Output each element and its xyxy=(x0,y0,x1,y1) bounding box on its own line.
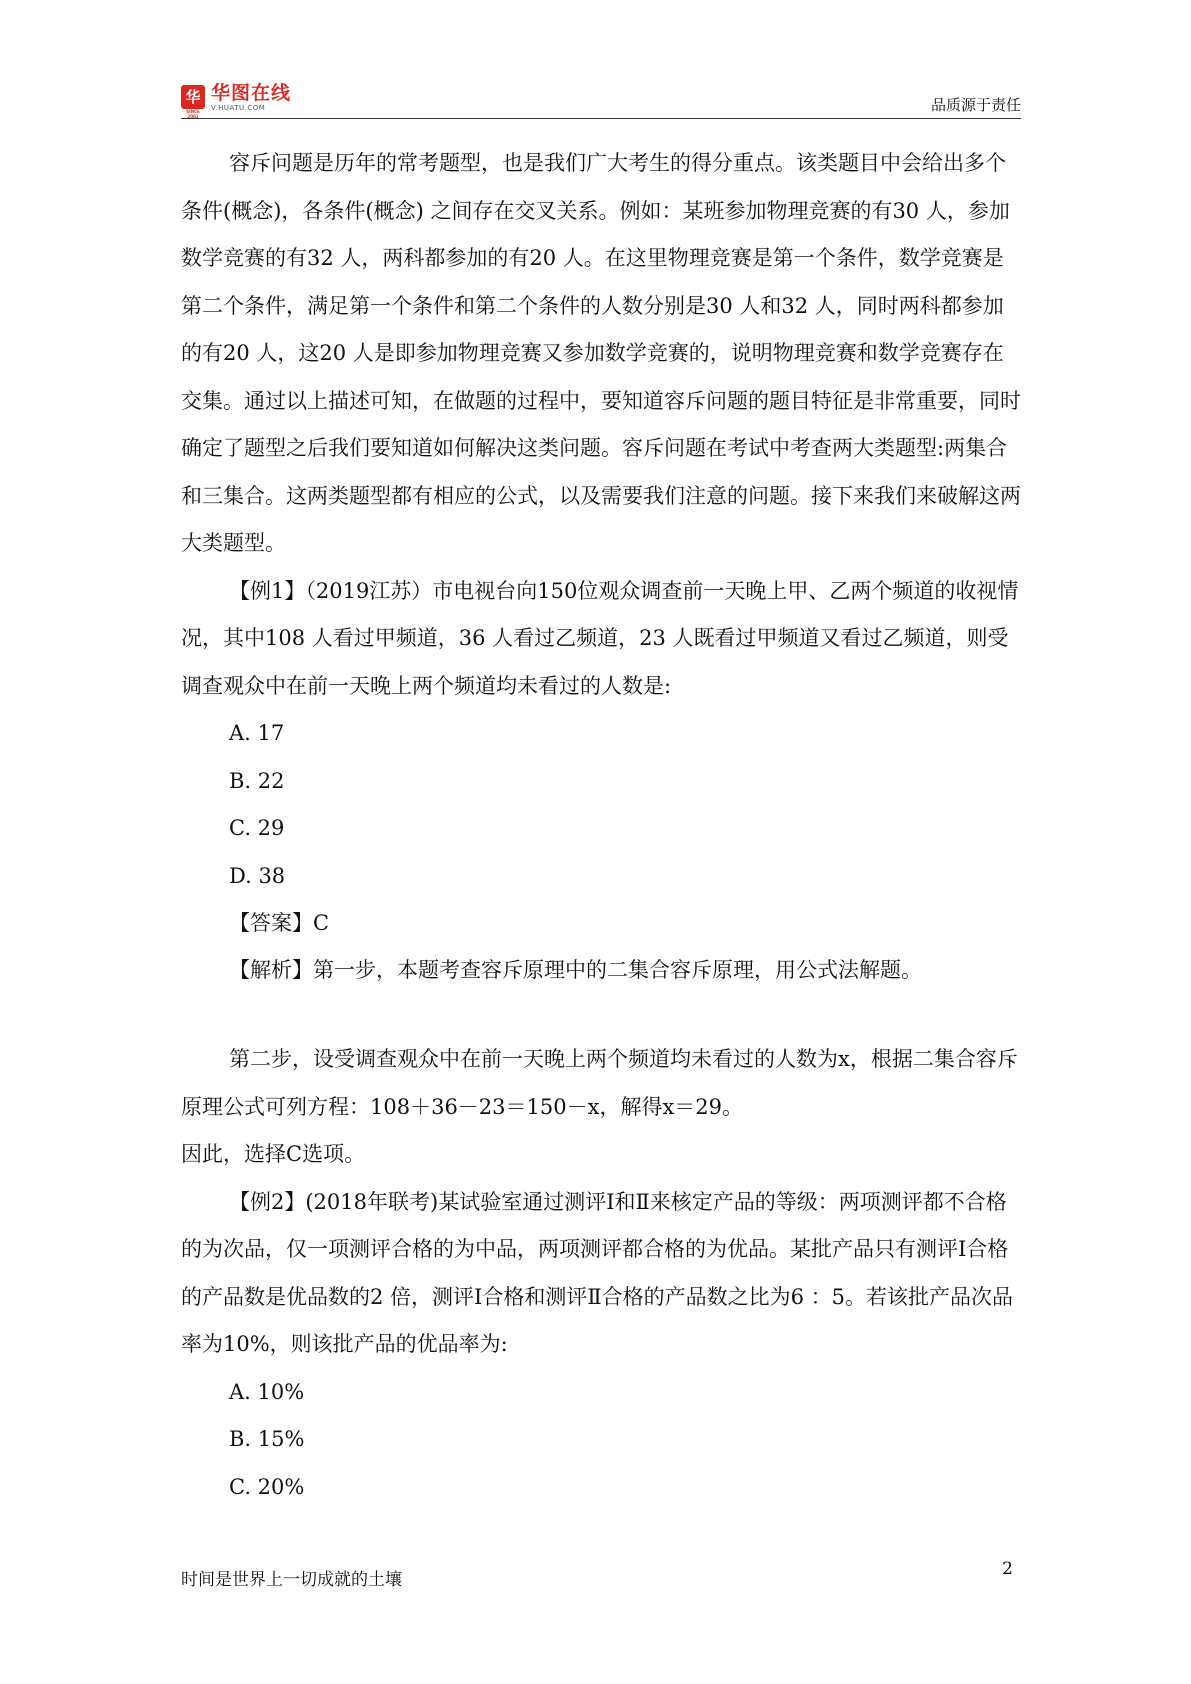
example-1-analysis: 【解析】第一步，本题考查容斥原理中的二集合容斥原理，用公式法解题。 xyxy=(229,958,922,982)
page-footer xyxy=(181,1559,1021,1595)
page-number: 2 xyxy=(1002,1559,1013,1579)
huatu-logo xyxy=(181,82,292,119)
example-2-option-a: A. 10% xyxy=(229,1379,305,1404)
logo-url: V.HUATU.COM xyxy=(211,104,266,112)
example-1-question: 【例1】（2019江苏）市电视台向150位观众调查前一天晚上甲、乙两个频道的收视情况，其中108 人看过甲频道，36 人看过乙频道，23 人既看过甲频道又看过乙频道，则受调查观众中在前一天晚上两个频道均未看过的人数是: xyxy=(181,578,1019,698)
intro-paragraph: 容斥问题是历年的常考题型，也是我们广大考生的得分重点。该类题目中会给出多个条件(概念)，各条件(概念) 之间存在交叉关系。例如：某班参加物理竞赛的有30 人，参加数学竞赛的有32 人，两科都参加的有20 人。在这里物理竞赛是第一个条件，数学竞赛是第二个条件，满足第一个条件和第二个条件的人数分别是30 人和32 人，同时两科都参加的有20 人，这20 人是即参加物理竞赛又参加数学竞赛的，说明物理竞赛和数学竞赛存在交集。通过以上描述可知，在做题的过程中，要知道容斥问题的题目特征是非常重要，同时确定了题型之后我们要知道如何解决这类问题。容斥问题在考试中考查两大类题型:两集合和三集合。这两类题型都有相应的公式，以及需要我们注意的问题。接下来我们来破解这两大类题型。 xyxy=(181,151,1021,555)
document-body xyxy=(181,140,1021,1511)
logo-mark-since: SINCE 2001 xyxy=(186,109,200,119)
example-2-option-c: C. 20% xyxy=(229,1474,305,1499)
example-1-option-a: A. 17 xyxy=(229,721,285,745)
example-1-answer: 【答案】C xyxy=(229,911,330,935)
logo-mark-icon: 华 SINCE 2001 xyxy=(181,85,205,109)
example-1-option-c: C. 29 xyxy=(229,816,285,840)
example-1-conclusion: 因此，选择C选项。 xyxy=(181,1142,366,1166)
spacer xyxy=(181,994,1021,1036)
example-1-option-b: B. 22 xyxy=(229,768,285,793)
example-1-step-2: 第二步，设受调查观众中在前一天晚上两个频道均未看过的人数为x，根据二集合容斥原理公式可列方程：108＋36－23＝150－x，解得x＝29。 xyxy=(181,1047,1018,1119)
logo-name: 华图在线 xyxy=(211,82,292,104)
example-1-option-d: D. 38 xyxy=(229,863,286,888)
example-2-option-b: B. 15% xyxy=(229,1427,305,1451)
page-header xyxy=(181,82,1021,119)
header-slogan: 品质源于责任 xyxy=(930,96,1021,114)
footer-motto: 时间是世界上一切成就的土壤 xyxy=(181,1570,402,1590)
example-2-question: 【例2】(2018年联考)某试验室通过测评Ⅰ和Ⅱ来核定产品的等级：两项测评都不合格的为次品，仅一项测评合格的为中品，两项测评都合格的为优品。某批产品只有测评Ⅰ合格的产品数是优品数的2 倍，测评Ⅰ合格和测评Ⅱ合格的产品数之比为6 ：5。若该批产品次品率为10%，则该批产品的优品率为: xyxy=(181,1189,1013,1356)
logo-text xyxy=(211,82,291,112)
